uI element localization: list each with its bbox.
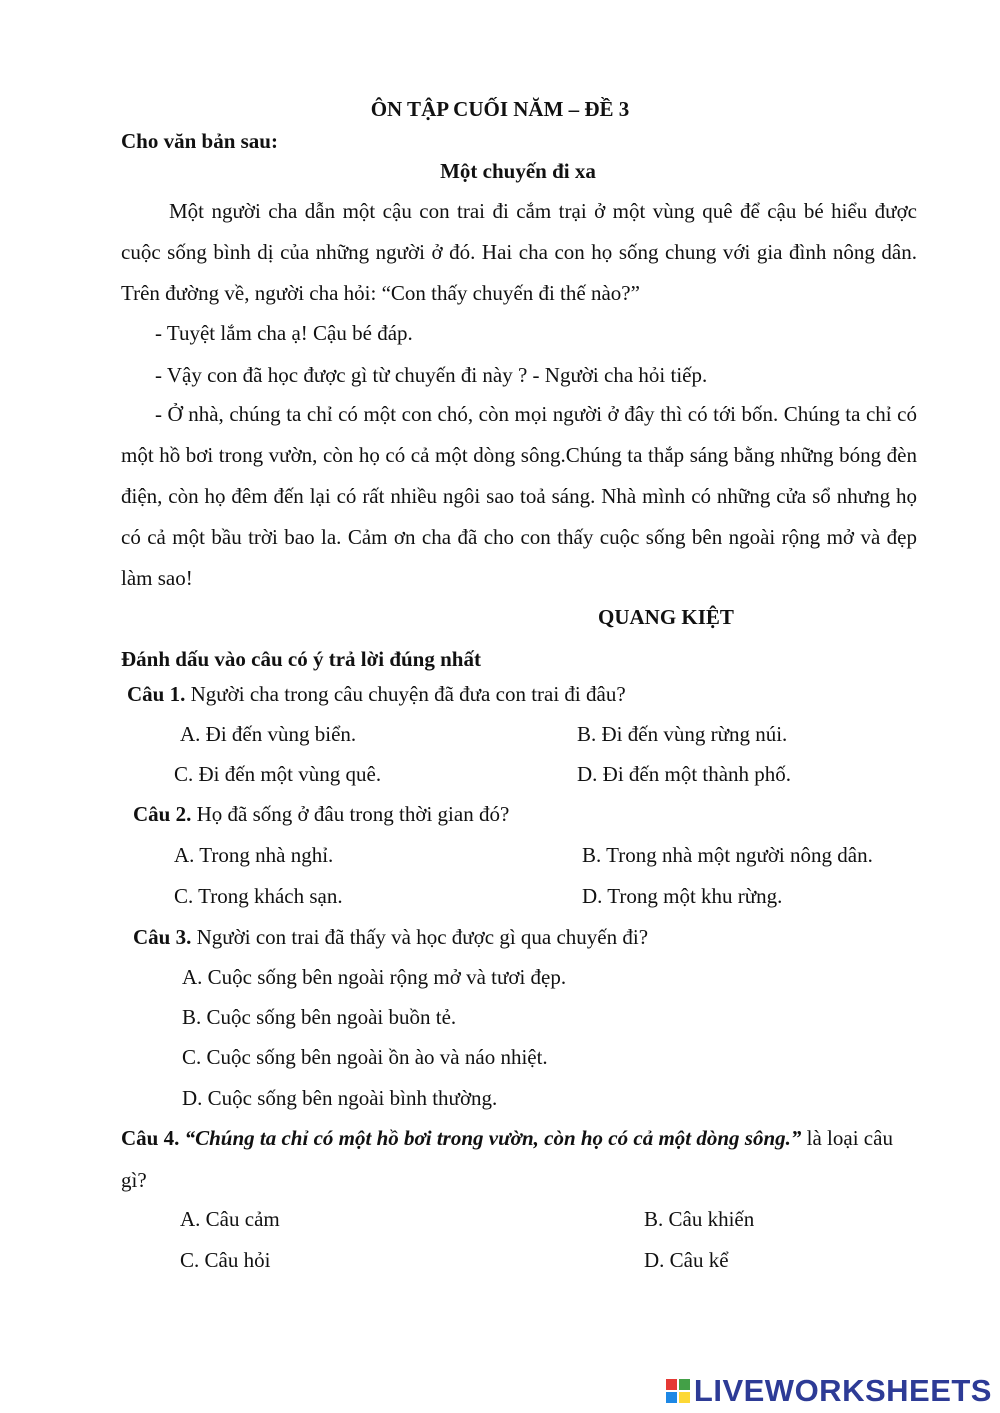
dialogue-line-1: - Tuyệt lắm cha ạ! Cậu bé đáp. bbox=[155, 321, 413, 345]
liveworksheets-watermark bbox=[666, 1371, 992, 1411]
q2-option-b[interactable]: B. Trong nhà một người nông dân. bbox=[582, 843, 873, 867]
passage-paragraph: Một người cha dẫn một cậu con trai đi cắm trại ở một vùng quê để cậu bé hiểu được cuộc sống bình dị của những người ở đó. Hai cha con họ sống chung với gia đình nông dân. Trên đường về, người cha hỏi: “Con thấy chuyến đi thế nào?” bbox=[121, 199, 917, 305]
author-name: QUANG KIỆT bbox=[598, 605, 734, 629]
instruction: Đánh dấu vào câu có ý trả lời đúng nhất bbox=[121, 647, 481, 671]
page-title: ÔN TẬP CUỐI NĂM – ĐỀ 3 bbox=[370, 97, 630, 121]
q4-option-c[interactable]: C. Câu hỏi bbox=[180, 1248, 271, 1272]
q1-option-d[interactable]: D. Đi đến một thành phố. bbox=[577, 762, 792, 786]
q1-option-a[interactable]: A. Đi đến vùng biển. bbox=[180, 722, 357, 746]
q3-option-d[interactable]: D. Cuộc sống bên ngoài bình thường. bbox=[182, 1086, 498, 1110]
q3-option-b[interactable]: B. Cuộc sống bên ngoài buồn tẻ. bbox=[182, 1005, 457, 1029]
watermark-text: LIVEWORKSHEETS bbox=[693, 1373, 992, 1408]
q1-option-c[interactable]: C. Đi đến một vùng quê. bbox=[174, 762, 382, 786]
intro-label: Cho văn bản sau: bbox=[121, 129, 278, 153]
q3-option-c[interactable]: C. Cuộc sống bên ngoài ồn ào và náo nhiệt. bbox=[182, 1045, 548, 1069]
liveworksheets-logo-icon bbox=[666, 1379, 690, 1403]
q1-option-b[interactable]: B. Đi đến vùng rừng núi. bbox=[577, 722, 788, 746]
q2-option-d[interactable]: D. Trong một khu rừng. bbox=[582, 884, 783, 908]
dialogue-line-3: - Ở nhà, chúng ta chỉ có một con chó, còn mọi người ở đây thì có tới bốn. Chúng ta chỉ có một hồ bơi trong vườn, còn họ có cả một dòng sông.Chúng ta thắp sáng bằng những bóng đèn điện, còn họ đêm đến lại có rất nhiều ngôi sao toả sáng. Nhà mình có những cửa sổ nhưng họ có cả một bầu trời bao la. Cảm ơn cha đã cho con thấy cuộc sống bên ngoài rộng mở và đẹp làm sao! bbox=[121, 402, 917, 590]
q4-option-a[interactable]: A. Câu cảm bbox=[180, 1207, 280, 1231]
question-3: Câu 3. Người con trai đã thấy và học được gì qua chuyến đi? bbox=[133, 925, 649, 949]
dialogue-line-2: - Vậy con đã học được gì từ chuyến đi này ? - Người cha hỏi tiếp. bbox=[155, 363, 708, 387]
question-4: Câu 4. “Chúng ta chỉ có một hồ bơi trong vườn, còn họ có cả một dòng sông.” là loại câu gì? bbox=[121, 1126, 893, 1192]
q3-option-a[interactable]: A. Cuộc sống bên ngoài rộng mở và tươi đẹp. bbox=[182, 965, 567, 989]
q2-option-c[interactable]: C. Trong khách sạn. bbox=[174, 884, 343, 908]
q2-option-a[interactable]: A. Trong nhà nghỉ. bbox=[174, 843, 334, 867]
q4-option-d[interactable]: D. Câu kể bbox=[644, 1248, 729, 1272]
question-1: Câu 1. Người cha trong câu chuyện đã đưa con trai đi đâu? bbox=[127, 682, 626, 706]
story-title: Một chuyến đi xa bbox=[440, 159, 596, 183]
q4-option-b[interactable]: B. Câu khiến bbox=[644, 1207, 755, 1231]
question-2: Câu 2. Họ đã sống ở đâu trong thời gian đó? bbox=[133, 802, 510, 826]
